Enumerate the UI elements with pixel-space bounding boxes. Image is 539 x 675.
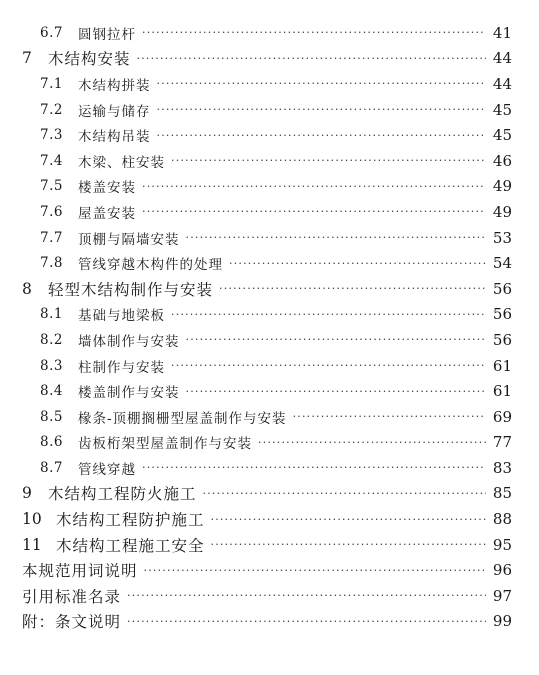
- section-number: 7.8: [40, 255, 63, 272]
- section-number: 7.5: [40, 178, 63, 195]
- page-number: 61: [492, 356, 512, 375]
- dot-leader: [142, 206, 486, 217]
- toc-entry[interactable]: [0, 199, 539, 225]
- page-number: 77: [492, 433, 512, 452]
- page-number: 85: [492, 484, 512, 503]
- section-number: 8.4: [40, 383, 63, 400]
- section-number: 7.7: [40, 229, 63, 246]
- toc-entry[interactable]: [0, 609, 539, 635]
- page-number: 95: [492, 535, 512, 554]
- dot-leader: [157, 104, 487, 115]
- toc-entry[interactable]: [0, 506, 539, 532]
- section-title: 管线穿越木构件的处理: [78, 257, 223, 274]
- toc-entry[interactable]: [0, 557, 539, 583]
- page-number: 83: [492, 458, 512, 477]
- section-number: 8.6: [40, 434, 63, 451]
- toc-entry[interactable]: [0, 302, 539, 328]
- section-number: 7.4: [40, 152, 63, 169]
- toc-entry[interactable]: [0, 481, 539, 507]
- toc-entry[interactable]: [0, 174, 539, 200]
- dot-leader: [186, 232, 487, 243]
- appendix-title: 引用标准名录: [22, 587, 122, 606]
- section-title: 木结构吊装: [78, 129, 151, 146]
- page-number: 44: [492, 49, 512, 68]
- page-number: 56: [492, 305, 512, 324]
- section-title: 楼盖制作与安装: [78, 385, 180, 402]
- section-number: 7.6: [40, 203, 63, 220]
- section-title: 基础与地梁板: [78, 308, 165, 325]
- section-title: 管线穿越: [78, 461, 136, 478]
- dot-leader: [229, 258, 486, 269]
- section-number: 8.7: [40, 459, 63, 476]
- dot-leader: [157, 130, 487, 141]
- toc-entry[interactable]: [0, 122, 539, 148]
- page-number: 49: [492, 202, 512, 221]
- chapter-number: 9: [22, 484, 32, 503]
- dot-leader: [171, 309, 486, 320]
- page-number: 49: [492, 177, 512, 196]
- page-number: 56: [492, 279, 512, 298]
- section-title: 木梁、柱安装: [78, 154, 165, 171]
- chapter-title: 木结构安装: [48, 50, 131, 69]
- dot-leader: [142, 27, 486, 38]
- page-number: 99: [492, 612, 512, 631]
- toc-entry[interactable]: [0, 20, 539, 46]
- section-number: 8.3: [40, 357, 63, 374]
- section-title: 楼盖安装: [78, 180, 136, 197]
- toc-entry[interactable]: [0, 225, 539, 251]
- page-number: 53: [492, 228, 512, 247]
- toc-entry[interactable]: [0, 276, 539, 302]
- toc-entry[interactable]: [0, 404, 539, 430]
- page-number: 54: [492, 254, 512, 273]
- toc-entry[interactable]: [0, 148, 539, 174]
- page-number: 45: [492, 126, 512, 145]
- dot-leader: [144, 565, 486, 576]
- page-number: 45: [492, 100, 512, 119]
- section-number: 7.3: [40, 127, 63, 144]
- dot-leader: [142, 462, 486, 473]
- section-title: 柱制作与安装: [78, 359, 165, 376]
- toc-entry[interactable]: [0, 378, 539, 404]
- chapter-title: 木结构工程防护施工: [56, 511, 205, 530]
- page-number: 41: [492, 23, 512, 42]
- section-number: 8.2: [40, 331, 63, 348]
- toc-entry[interactable]: [0, 97, 539, 123]
- page-number: 69: [492, 407, 512, 426]
- toc-entry[interactable]: [0, 327, 539, 353]
- appendix-title: 本规范用词说明: [22, 562, 138, 581]
- section-title: 齿板桁架型屋盖制作与安装: [78, 436, 252, 453]
- dot-leader: [186, 334, 487, 345]
- page-number: 61: [492, 382, 512, 401]
- toc-entry[interactable]: [0, 46, 539, 72]
- chapter-number: 10: [22, 510, 42, 529]
- dot-leader: [219, 283, 486, 294]
- dot-leader: [171, 360, 486, 371]
- page-number: 97: [492, 586, 512, 605]
- chapter-number: 7: [22, 49, 32, 68]
- dot-leader: [211, 539, 486, 550]
- toc-entry[interactable]: [0, 430, 539, 456]
- dot-leader: [211, 514, 486, 525]
- section-number: 8.1: [40, 306, 63, 323]
- page-number: 96: [492, 561, 512, 580]
- toc-entry[interactable]: [0, 455, 539, 481]
- page-number: 88: [492, 510, 512, 529]
- section-number: 6.7: [40, 24, 63, 41]
- toc-entry[interactable]: [0, 71, 539, 97]
- section-title: 顶棚与隔墙安装: [78, 231, 180, 248]
- dot-leader: [293, 411, 486, 422]
- dot-leader: [127, 590, 486, 601]
- toc-entry[interactable]: [0, 250, 539, 276]
- toc-entry[interactable]: [0, 583, 539, 609]
- dot-leader: [127, 616, 486, 627]
- dot-leader: [186, 386, 487, 397]
- page-number: 44: [492, 74, 512, 93]
- chapter-number: 8: [22, 279, 32, 298]
- dot-leader: [171, 155, 486, 166]
- section-title: 圆钢拉杆: [78, 26, 136, 43]
- chapter-title: 木结构工程施工安全: [56, 536, 205, 555]
- dot-leader: [157, 78, 487, 89]
- chapter-title: 木结构工程防火施工: [48, 485, 197, 504]
- dot-leader: [142, 181, 486, 192]
- toc-entry[interactable]: [0, 532, 539, 558]
- page-number: 56: [492, 330, 512, 349]
- section-title: 椽条-顶棚搁栅型屋盖制作与安装: [78, 410, 287, 427]
- section-number: 8.5: [40, 408, 63, 425]
- section-title: 运输与储存: [78, 103, 151, 120]
- appendix-title: 附：条文说明: [22, 613, 122, 632]
- section-title: 屋盖安装: [78, 205, 136, 222]
- chapter-title: 轻型木结构制作与安装: [48, 280, 214, 299]
- dot-leader: [203, 488, 486, 499]
- toc-entry[interactable]: [0, 353, 539, 379]
- dot-leader: [137, 53, 486, 64]
- dot-leader: [258, 437, 486, 448]
- section-title: 墙体制作与安装: [78, 333, 180, 350]
- chapter-number: 11: [22, 535, 42, 554]
- table-of-contents: [0, 20, 539, 634]
- section-number: 7.1: [40, 75, 63, 92]
- page-number: 46: [492, 151, 512, 170]
- section-number: 7.2: [40, 101, 63, 118]
- section-title: 木结构拼装: [78, 77, 151, 94]
